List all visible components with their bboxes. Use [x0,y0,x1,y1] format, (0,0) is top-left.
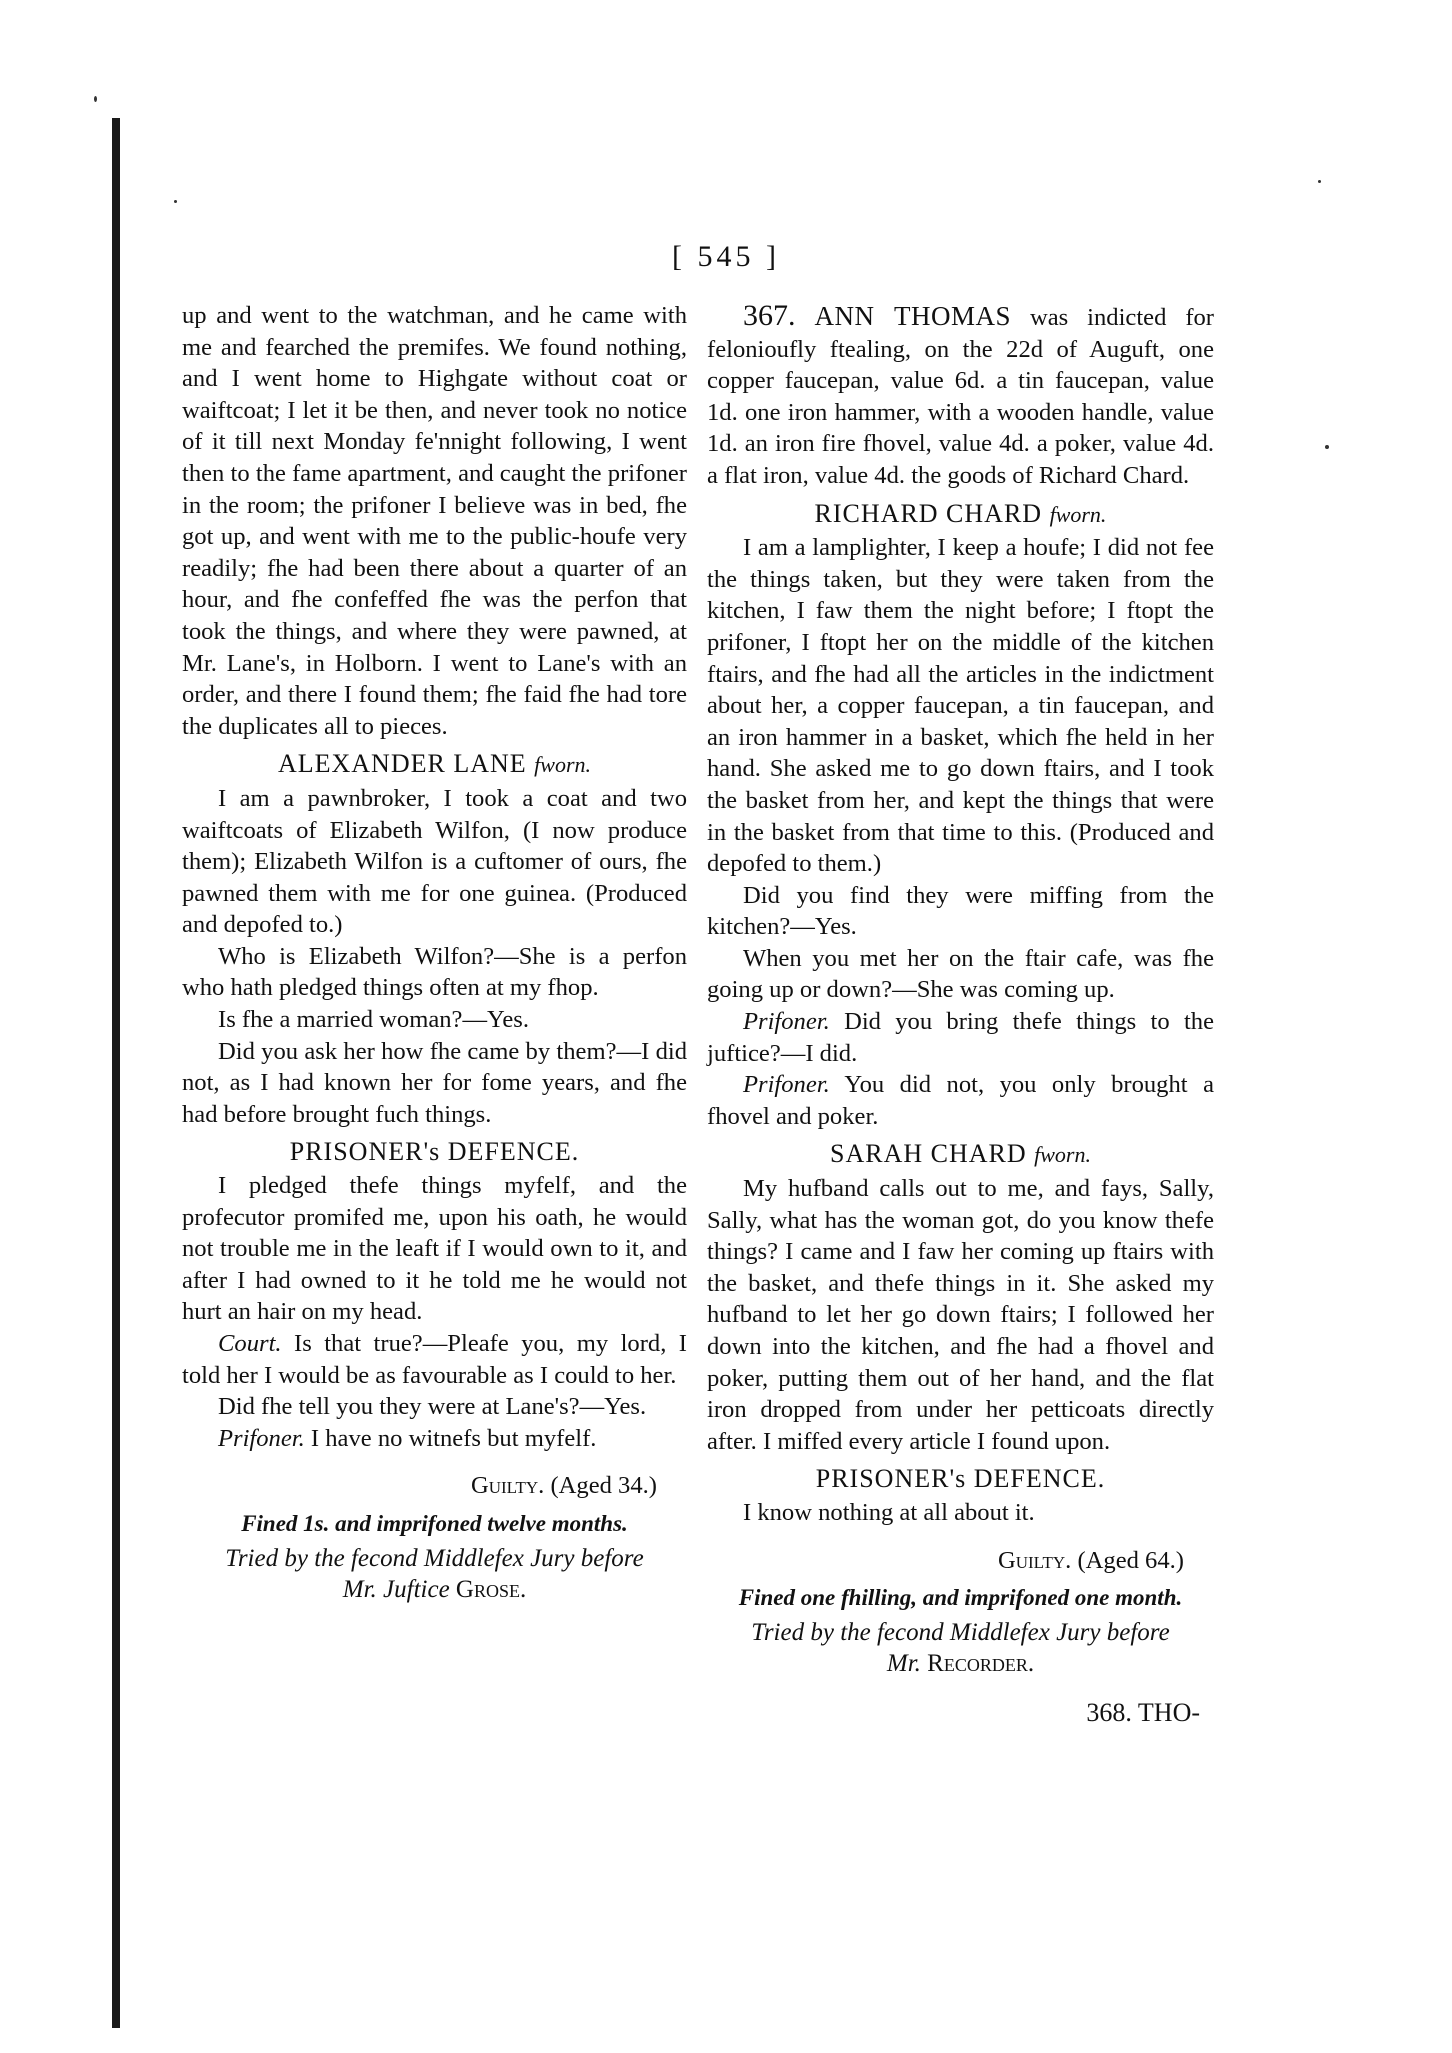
prisoner-label: Prifoner. [218,1424,305,1452]
witness-name: RICHARD CHARD [814,498,1043,528]
tried-line-1: Tried by the fecond Middlefex Jury before [751,1619,1170,1647]
prisoner-defence: I pledged thefe things myfelf, and the profecutor promifed me, upon his oath, he would not trouble me in the leaft if I would own to it, and after I had owned to it he told me he would not hurt an hair on my head. [182,1172,687,1326]
tried-line-2 [182,1574,687,1605]
prisoner-defence: I know nothing at all about it. [743,1498,1035,1526]
verdict-line [707,1545,1214,1577]
ink-speck [1325,445,1329,449]
defendant-name: ANN THOMAS [814,301,1012,331]
judge-name: Recorder. [927,1650,1035,1678]
age: (Aged 34.) [550,1472,657,1500]
question-answer: Who is Elizabeth Wilfon?—She is a perfon who hath pledged things often at my fhop. [182,942,687,1002]
tried-prefix: Mr. Juftice [342,1575,450,1603]
sentence: Fined one fhilling, and imprifoned one month. [738,1585,1183,1611]
defence-heading: PRISONER's DEFENCE. [815,1464,1106,1494]
prisoner-text: Did you bring thefe things to the juftice?—I did. [707,1008,1214,1067]
binding-edge [112,118,120,2028]
page-number: [ 545 ] [672,240,780,273]
court-label: Court. [218,1330,282,1357]
tried-by [182,1543,687,1605]
verdict-line [182,1470,687,1502]
left-column [182,300,687,1605]
question-answer: When you met her on the ftair cafe, was fhe going up or down?—She was coming up. [707,944,1214,1004]
indictment-paragraph [707,300,1214,492]
tried-by [707,1617,1214,1679]
court-exchange [182,1328,687,1391]
prisoner-statement [182,1423,687,1455]
prisoner-text: You did not, you only brought a fhovel and poker. [707,1071,1214,1130]
verdict: Guilty. [997,1546,1072,1574]
sentence: Fined 1s. and imprifoned twelve months. [241,1510,628,1536]
witness-heading-sarah [707,1138,1214,1171]
witness-name: SARAH CHARD [829,1139,1027,1169]
prisoner-label: Prifoner. [743,1071,830,1099]
question-answer: Is fhe a married woman?—Yes. [218,1006,529,1034]
sworn-label: fworn. [1034,1142,1091,1168]
judge-name: Grose. [455,1575,527,1603]
question-answer: Did you find they were miffing from the kitchen?—Yes. [707,881,1214,941]
verdict: Guilty. [470,1472,545,1500]
witness-heading-lane [182,748,687,781]
question-answer: Did you ask her how fhe came by them?—I did not, as I had known her for fome years, and fhe had before brought fuch things. [182,1037,687,1128]
case-number: 367. [743,299,796,332]
prisoner-label: Prifoner. [743,1008,830,1036]
tried-line-2 [707,1648,1214,1679]
sarah-testimony: My hufband calls out to me, and fays, Sally, Sally, what has the woman got, do you know thefe things? I came and I faw her coming up ftairs with the basket, and thefe things in it. She asked my hufband to let her go down ftairs; I followed her down into the kitchen, and fhe had a fhovel and poker, putting them out of her hand, and the flat iron dropped from under her petticoats directly after. I miffed every article I found upon. [707,1175,1214,1455]
court-text: Is that true?—Pleafe you, my lord, I told her I would be as favourable as I could to her. [182,1330,687,1389]
sworn-label: fworn. [1049,501,1107,527]
right-column [707,300,1214,1729]
opening-paragraph: up and went to the watchman, and he came with me and fearched the premifes. We found nothing, and I went home to Highgate without coat or waiftcoat; I let it be then, and never took no notice of it till next Monday fe'nnight following, I went then to the fame apartment, and caught the prifoner in the room; the prifoner I believe was in bed, fhe got up, and went with me to the public-houfe very readily; fhe had been there about a quarter of an hour, and fhe confeffed fhe was the perfon that took the things, and where they were pawned, at Mr. Lane's, in Holborn. I went to Lane's with an order, and there I found them; fhe faid fhe had tore the duplicates all to pieces. [182,302,687,740]
ink-speck [174,200,177,203]
question-answer: Did fhe tell you they were at Lane's?—Yes. [218,1393,647,1421]
chard-testimony: I am a lamplighter, I keep a houfe; I did not fee the things taken, but they were taken from the kitchen, I faw them the night before; I ftopt the prifoner, I ftopt her on the middle of the kitchen ftairs, and fhe had all the articles in the indictment about her, a copper faucepan, a tin faucepan, and an iron hammer in a basket, which fhe held in her hand. She asked me to go down ftairs, and I took the basket from her, and kept the things that were in the basket from that time to this. (Produced and depofed to them.) [707,534,1214,878]
witness-heading-richard [707,498,1214,531]
indictment-text: was indicted for felonioufly ftealing, on the 22d of Auguft, one copper faucepan, value 6d. a tin faucepan, value 1d. one iron hammer, with a wooden handle, value 1d. an iron fire fhovel, value 4d. a poker, value 4d. a flat iron, value 4d. the goods of Richard Chard. [707,304,1214,489]
tried-line-1: Tried by the fecond Middlefex Jury before [225,1544,644,1572]
defence-heading: PRISONER's DEFENCE. [289,1137,580,1167]
tried-prefix: Mr. [886,1650,921,1678]
ink-speck [1318,180,1321,183]
ink-speck [94,96,97,102]
age: (Aged 64.) [1077,1546,1184,1574]
prisoner-text: I have no witnefs but myfelf. [310,1424,597,1452]
prisoner-question [707,1006,1214,1069]
prisoner-question [707,1069,1214,1132]
sworn-label: fworn. [534,752,592,778]
witness-name: ALEXANDER LANE [277,749,527,779]
lane-testimony: I am a pawnbroker, I took a coat and two waiftcoats of Elizabeth Wilfon, (I now produce them); Elizabeth Wilfon is a cuftomer of ours, fhe pawned them with me for one guinea. (Produced and depofed to.) [182,784,687,939]
catchword: 368. THO- [1086,1698,1200,1728]
